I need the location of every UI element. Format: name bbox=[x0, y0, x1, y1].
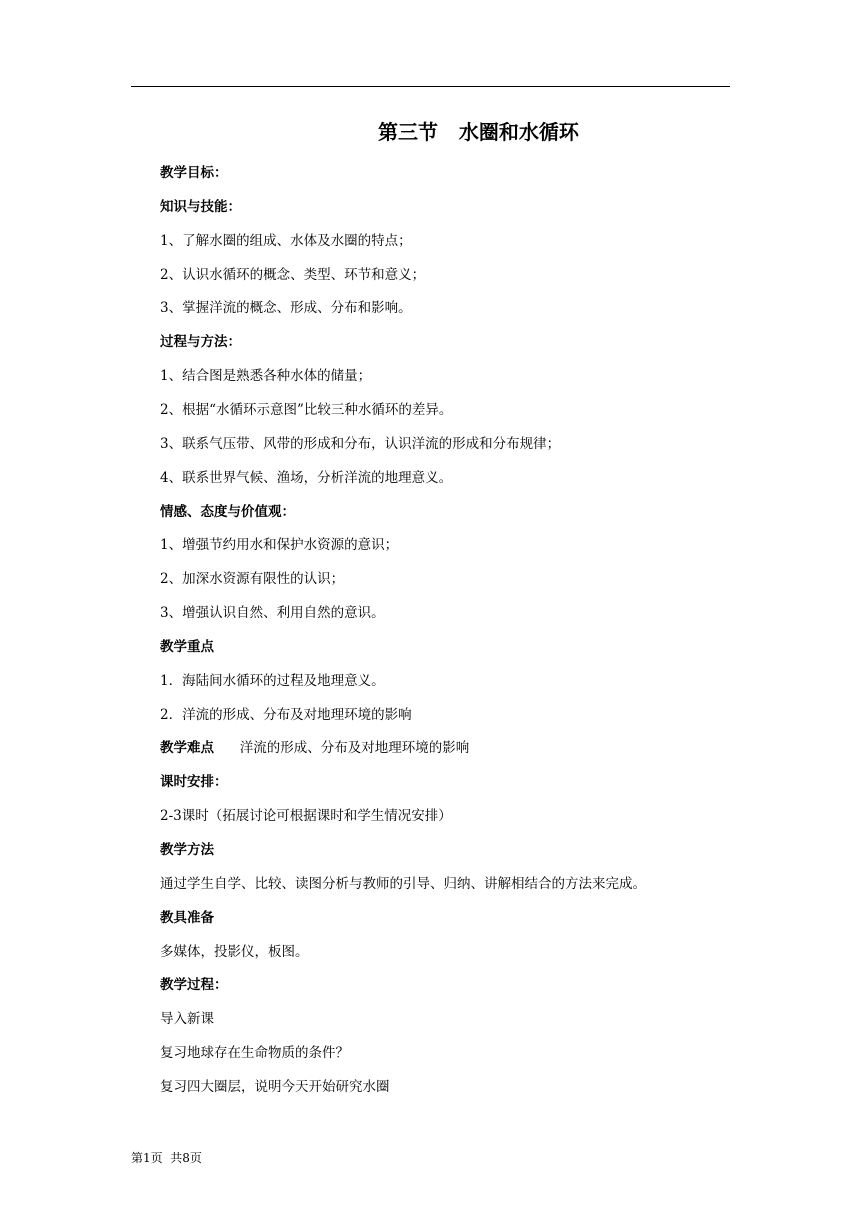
section-heading bbox=[160, 739, 469, 757]
body-line bbox=[160, 469, 452, 487]
line-text: 复习地球存在生命物质的条件？ bbox=[160, 1045, 349, 1062]
body-line bbox=[160, 536, 398, 554]
body-line bbox=[160, 672, 385, 690]
line-text: 导入新课 bbox=[160, 1011, 214, 1028]
line-text: 教学方法 bbox=[160, 842, 214, 858]
section-heading bbox=[160, 198, 241, 216]
body-line bbox=[160, 807, 452, 825]
line-text: 4、联系世界气候、渔场，分析洋流的地理意义。 bbox=[160, 469, 453, 486]
line-text: 多媒体，投影仪，板图。 bbox=[160, 943, 309, 960]
line-text: 教学重点 bbox=[160, 638, 214, 655]
body-line bbox=[160, 435, 560, 453]
body-line bbox=[160, 232, 412, 250]
line-text: 1、结合图是熟悉各种水体的储量； bbox=[160, 368, 372, 385]
section-heading bbox=[160, 503, 295, 521]
line-text: 情感、态度与价值观： bbox=[160, 503, 295, 520]
body-line bbox=[160, 875, 646, 893]
section-heading bbox=[160, 773, 228, 791]
line-text: 2-3课时（拓展讨论可根据课时和学生情况安排） bbox=[160, 808, 452, 825]
body-line bbox=[160, 367, 371, 385]
line-text: 教学难点 bbox=[160, 740, 214, 757]
line-text: 知识与技能： bbox=[160, 198, 241, 215]
section-heading bbox=[160, 164, 228, 182]
line-text: 教具准备 bbox=[160, 909, 214, 926]
body-line bbox=[160, 1044, 349, 1062]
body-line bbox=[160, 570, 344, 588]
page-footer: 第1页 共8页 bbox=[131, 1151, 202, 1165]
body-line bbox=[160, 266, 425, 284]
body-line bbox=[160, 706, 412, 724]
section-heading bbox=[160, 333, 241, 351]
line-text: 2．洋流的形成、分布及对地理环境的影响 bbox=[160, 706, 412, 723]
body-line bbox=[160, 943, 309, 961]
body-line bbox=[160, 1078, 390, 1096]
line-text: 1、了解水圈的组成、水体及水圈的特点； bbox=[160, 232, 412, 249]
line-text: 3、掌握洋流的概念、形成、分布和影响。 bbox=[160, 300, 412, 317]
line-text: 教学目标： bbox=[160, 165, 228, 181]
page-title: 第三节 水圈和水循环 bbox=[378, 120, 579, 144]
section-heading bbox=[160, 638, 214, 656]
line-text: 1、增强节约用水和保护水资源的意识； bbox=[160, 537, 399, 554]
line-text: 3、增强认识自然、利用自然的意识。 bbox=[160, 605, 385, 622]
line-text: 教学过程： bbox=[160, 977, 228, 994]
line-text: 过程与方法： bbox=[160, 334, 241, 351]
line-text: 课时安排： bbox=[160, 774, 228, 791]
line-text: 1．海陆间水循环的过程及地理意义。 bbox=[160, 672, 385, 689]
body-line bbox=[160, 1010, 214, 1028]
header-rule bbox=[131, 86, 730, 87]
line-text: 通过学生自学、比较、读图分析与教师的引导、归纳、讲解相结合的方法来完成。 bbox=[160, 875, 646, 892]
body-line bbox=[160, 401, 452, 419]
line-text: 2、认识水循环的概念、类型、环节和意义； bbox=[160, 266, 426, 283]
section-heading bbox=[160, 841, 214, 859]
line-text: 2、根据“水循环示意图”比较三种水循环的差异。 bbox=[160, 401, 453, 418]
line-text: 3、联系气压带、风带的形成和分布，认识洋流的形成和分布规律； bbox=[160, 435, 561, 452]
line-text: 复习四大圈层，说明今天开始研究水圈 bbox=[160, 1078, 390, 1095]
line-text: 2、加深水资源有限性的认识； bbox=[160, 571, 345, 588]
section-heading bbox=[160, 976, 228, 994]
section-heading bbox=[160, 909, 214, 927]
line-tail-text: 洋流的形成、分布及对地理环境的影响 bbox=[214, 740, 470, 757]
body-line bbox=[160, 299, 412, 317]
body-line bbox=[160, 604, 385, 622]
